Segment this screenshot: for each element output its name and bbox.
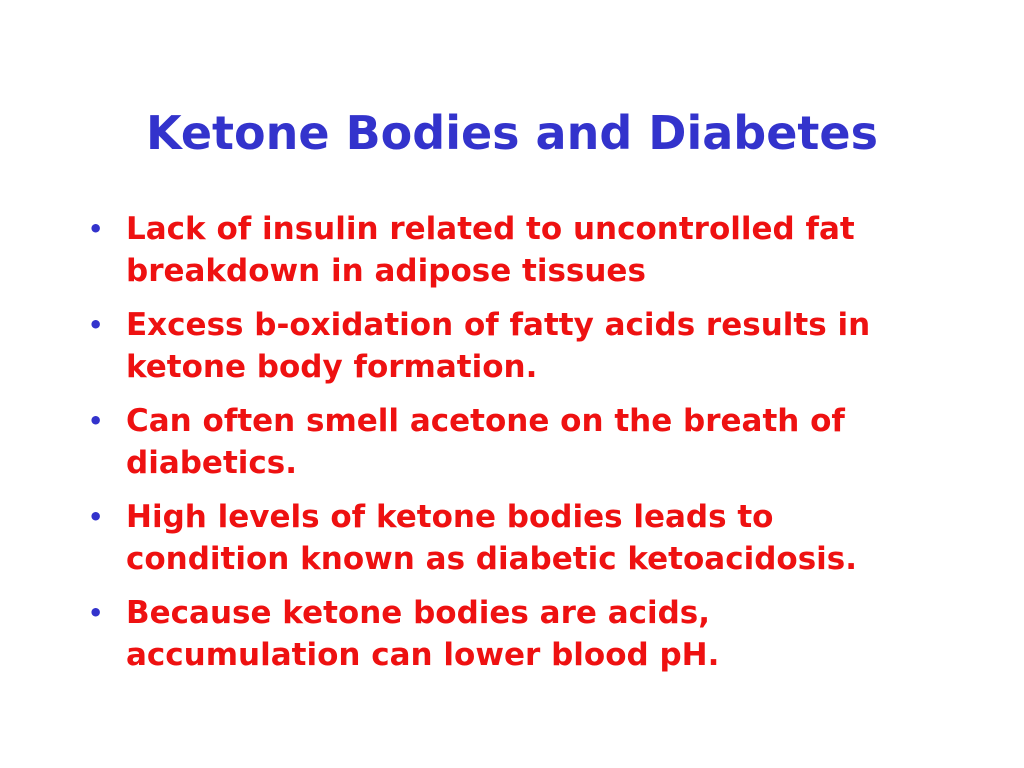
bullet-dot-icon: • bbox=[88, 215, 104, 243]
bullet-dot-icon: • bbox=[88, 503, 104, 531]
bullet-text: Lack of insulin related to uncontrolled fat breakdown in adipose tissues bbox=[126, 211, 855, 289]
bullet-text: Excess b-oxidation of fatty acids results in ketone body formation. bbox=[126, 307, 871, 385]
bullet-item bbox=[88, 592, 938, 676]
bullet-dot-icon: • bbox=[88, 407, 104, 435]
bullet-item bbox=[88, 208, 938, 292]
bullet-item bbox=[88, 496, 938, 580]
bullet-text: Can often smell acetone on the breath of diabetics. bbox=[126, 403, 845, 481]
bullet-dot-icon: • bbox=[88, 599, 104, 627]
slide-title: Ketone Bodies and Diabetes bbox=[146, 106, 878, 160]
bullet-text: Because ketone bodies are acids, accumulation can lower blood pH. bbox=[126, 595, 720, 673]
bullet-dot-icon: • bbox=[88, 311, 104, 339]
bullet-text: High levels of ketone bodies leads to condition known as diabetic ketoacidosis. bbox=[126, 499, 858, 577]
bullet-list bbox=[88, 208, 938, 688]
bullet-item bbox=[88, 400, 938, 484]
bullet-item bbox=[88, 304, 938, 388]
